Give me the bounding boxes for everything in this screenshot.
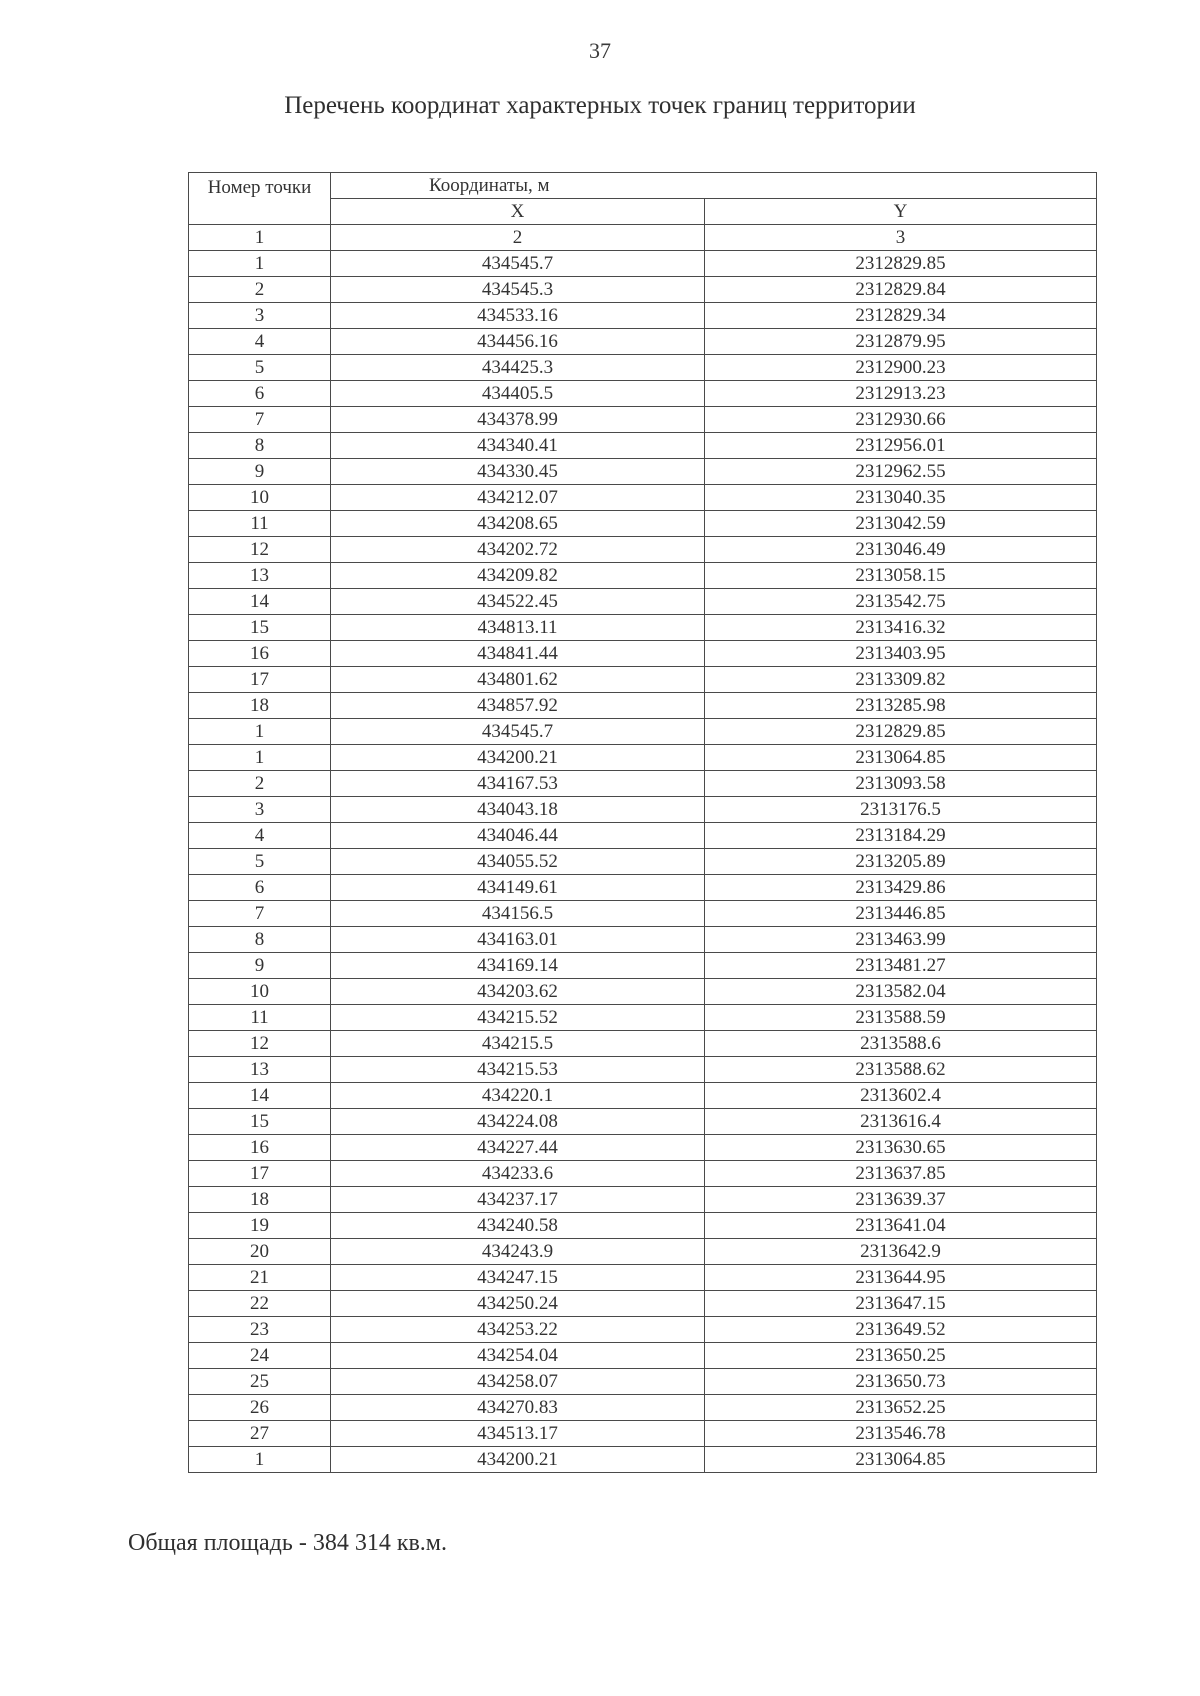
- x-coordinate-cell: 434046.44: [331, 823, 705, 849]
- y-coordinate-cell: 2313642.9: [705, 1239, 1097, 1265]
- y-coordinate-cell: 2313652.25: [705, 1395, 1097, 1421]
- x-coordinate-cell: 434224.08: [331, 1109, 705, 1135]
- point-number-cell: 2: [189, 771, 331, 797]
- page-number: 37: [589, 38, 611, 63]
- table-row: [189, 849, 1097, 875]
- table-row: [189, 1343, 1097, 1369]
- point-number-cell: 27: [189, 1421, 331, 1447]
- point-number-cell: 21: [189, 1265, 331, 1291]
- point-number-cell: 18: [189, 693, 331, 719]
- y-coordinate-cell: 2313630.65: [705, 1135, 1097, 1161]
- x-coordinate-cell: 434247.15: [331, 1265, 705, 1291]
- x-coordinate-cell: 434253.22: [331, 1317, 705, 1343]
- point-number-cell: 16: [189, 641, 331, 667]
- table-row: [189, 1057, 1097, 1083]
- y-coordinate-cell: 2313040.35: [705, 485, 1097, 511]
- x-coordinate-cell: 434167.53: [331, 771, 705, 797]
- y-coordinate-cell: 2313184.29: [705, 823, 1097, 849]
- point-number-cell: 16: [189, 1135, 331, 1161]
- table-row: [189, 641, 1097, 667]
- y-coordinate-cell: 2313650.25: [705, 1343, 1097, 1369]
- header-x: X: [331, 199, 705, 225]
- point-number-cell: 9: [189, 953, 331, 979]
- y-coordinate-cell: 2313058.15: [705, 563, 1097, 589]
- x-coordinate-cell: 434055.52: [331, 849, 705, 875]
- y-coordinate-cell: 2313205.89: [705, 849, 1097, 875]
- point-number-cell: 19: [189, 1213, 331, 1239]
- point-number-cell: 13: [189, 563, 331, 589]
- y-coordinate-cell: 2313463.99: [705, 927, 1097, 953]
- y-coordinate-cell: 2312962.55: [705, 459, 1097, 485]
- point-number-cell: 1: [189, 719, 331, 745]
- point-number-cell: 2: [189, 277, 331, 303]
- table-row: [189, 1187, 1097, 1213]
- table-row: [189, 745, 1097, 771]
- x-coordinate-cell: 434043.18: [331, 797, 705, 823]
- header-coordinates: Координаты, м: [331, 173, 1097, 199]
- table-row: [189, 1005, 1097, 1031]
- table-row: [189, 927, 1097, 953]
- y-coordinate-cell: 2312829.85: [705, 251, 1097, 277]
- point-number-cell: 14: [189, 1083, 331, 1109]
- x-coordinate-cell: 434203.62: [331, 979, 705, 1005]
- x-coordinate-cell: 434220.1: [331, 1083, 705, 1109]
- x-coordinate-cell: 434250.24: [331, 1291, 705, 1317]
- point-number-cell: 7: [189, 901, 331, 927]
- table-row: [189, 329, 1097, 355]
- x-coordinate-cell: 434801.62: [331, 667, 705, 693]
- point-number-cell: 6: [189, 381, 331, 407]
- y-coordinate-cell: 2313650.73: [705, 1369, 1097, 1395]
- point-number-cell: 15: [189, 615, 331, 641]
- x-coordinate-cell: 434202.72: [331, 537, 705, 563]
- x-coordinate-cell: 434513.17: [331, 1421, 705, 1447]
- table-row: [189, 667, 1097, 693]
- x-coordinate-cell: 434233.6: [331, 1161, 705, 1187]
- y-coordinate-cell: 2313446.85: [705, 901, 1097, 927]
- point-number-cell: 13: [189, 1057, 331, 1083]
- y-coordinate-cell: 2313641.04: [705, 1213, 1097, 1239]
- table-row: [189, 355, 1097, 381]
- x-coordinate-cell: 434545.7: [331, 251, 705, 277]
- table-row: [189, 953, 1097, 979]
- table-row: [189, 693, 1097, 719]
- table-row: [189, 459, 1097, 485]
- x-coordinate-cell: 434163.01: [331, 927, 705, 953]
- point-number-cell: 11: [189, 511, 331, 537]
- point-number-cell: 14: [189, 589, 331, 615]
- y-coordinate-cell: 2313542.75: [705, 589, 1097, 615]
- y-coordinate-cell: 2313046.49: [705, 537, 1097, 563]
- point-number-cell: 20: [189, 1239, 331, 1265]
- point-number-cell: 26: [189, 1395, 331, 1421]
- x-coordinate-cell: 434200.21: [331, 745, 705, 771]
- y-coordinate-cell: 2313639.37: [705, 1187, 1097, 1213]
- x-coordinate-cell: 434340.41: [331, 433, 705, 459]
- point-number-cell: 11: [189, 1005, 331, 1031]
- point-number-cell: 9: [189, 459, 331, 485]
- point-number-cell: 4: [189, 329, 331, 355]
- x-coordinate-cell: 434456.16: [331, 329, 705, 355]
- point-number-cell: 1: [189, 251, 331, 277]
- table-row: [189, 1395, 1097, 1421]
- table-row: [189, 797, 1097, 823]
- column-number: 1: [189, 225, 331, 251]
- x-coordinate-cell: 434522.45: [331, 589, 705, 615]
- table-row: [189, 1161, 1097, 1187]
- table-row: [189, 1213, 1097, 1239]
- table-row: [189, 615, 1097, 641]
- x-coordinate-cell: 434149.61: [331, 875, 705, 901]
- y-coordinate-cell: 2312829.85: [705, 719, 1097, 745]
- table-row: [189, 901, 1097, 927]
- y-coordinate-cell: 2312829.34: [705, 303, 1097, 329]
- y-coordinate-cell: 2313093.58: [705, 771, 1097, 797]
- y-coordinate-cell: 2312930.66: [705, 407, 1097, 433]
- y-coordinate-cell: 2313649.52: [705, 1317, 1097, 1343]
- table-row: [189, 1421, 1097, 1447]
- table-row: [189, 979, 1097, 1005]
- coordinates-table: [188, 172, 1097, 1473]
- y-coordinate-cell: 2313176.5: [705, 797, 1097, 823]
- x-coordinate-cell: 434270.83: [331, 1395, 705, 1421]
- point-number-cell: 23: [189, 1317, 331, 1343]
- table-row: [189, 485, 1097, 511]
- y-coordinate-cell: 2313429.86: [705, 875, 1097, 901]
- y-coordinate-cell: 2313064.85: [705, 1447, 1097, 1473]
- point-number-cell: 1: [189, 1447, 331, 1473]
- x-coordinate-cell: 434243.9: [331, 1239, 705, 1265]
- y-coordinate-cell: 2313481.27: [705, 953, 1097, 979]
- x-coordinate-cell: 434405.5: [331, 381, 705, 407]
- table-row: [189, 823, 1097, 849]
- y-coordinate-cell: 2313647.15: [705, 1291, 1097, 1317]
- point-number-cell: 24: [189, 1343, 331, 1369]
- column-number-row: [189, 225, 1097, 251]
- x-coordinate-cell: 434330.45: [331, 459, 705, 485]
- point-number-cell: 17: [189, 667, 331, 693]
- table-row: [189, 511, 1097, 537]
- y-coordinate-cell: 2312829.84: [705, 277, 1097, 303]
- y-coordinate-cell: 2313064.85: [705, 745, 1097, 771]
- point-number-cell: 1: [189, 745, 331, 771]
- point-number-cell: 7: [189, 407, 331, 433]
- x-coordinate-cell: 434378.99: [331, 407, 705, 433]
- x-coordinate-cell: 434215.52: [331, 1005, 705, 1031]
- x-coordinate-cell: 434254.04: [331, 1343, 705, 1369]
- table-row: [189, 251, 1097, 277]
- table-row: [189, 407, 1097, 433]
- point-number-cell: 22: [189, 1291, 331, 1317]
- point-number-cell: 12: [189, 537, 331, 563]
- x-coordinate-cell: 434215.5: [331, 1031, 705, 1057]
- table-row: [189, 303, 1097, 329]
- x-coordinate-cell: 434857.92: [331, 693, 705, 719]
- point-number-cell: 25: [189, 1369, 331, 1395]
- x-coordinate-cell: 434240.58: [331, 1213, 705, 1239]
- point-number-cell: 8: [189, 927, 331, 953]
- x-coordinate-cell: 434208.65: [331, 511, 705, 537]
- point-number-cell: 10: [189, 485, 331, 511]
- x-coordinate-cell: 434200.21: [331, 1447, 705, 1473]
- point-number-cell: 5: [189, 849, 331, 875]
- table-row: [189, 433, 1097, 459]
- y-coordinate-cell: 2313644.95: [705, 1265, 1097, 1291]
- table-row: [189, 1265, 1097, 1291]
- table-header-row: [189, 173, 1097, 199]
- table-row: [189, 589, 1097, 615]
- y-coordinate-cell: 2313602.4: [705, 1083, 1097, 1109]
- table-row: [189, 771, 1097, 797]
- column-number: 2: [331, 225, 705, 251]
- point-number-cell: 3: [189, 303, 331, 329]
- x-coordinate-cell: 434237.17: [331, 1187, 705, 1213]
- point-number-cell: 12: [189, 1031, 331, 1057]
- x-coordinate-cell: 434545.7: [331, 719, 705, 745]
- y-coordinate-cell: 2313616.4: [705, 1109, 1097, 1135]
- point-number-cell: 4: [189, 823, 331, 849]
- point-number-cell: 18: [189, 1187, 331, 1213]
- header-point-number: Номер точки: [189, 173, 331, 225]
- point-number-cell: 8: [189, 433, 331, 459]
- point-number-cell: 17: [189, 1161, 331, 1187]
- total-area: Общая площадь - 384 314 кв.м.: [128, 1530, 447, 1556]
- x-coordinate-cell: 434533.16: [331, 303, 705, 329]
- table-row: [189, 381, 1097, 407]
- y-coordinate-cell: 2312879.95: [705, 329, 1097, 355]
- y-coordinate-cell: 2313285.98: [705, 693, 1097, 719]
- table-row: [189, 1239, 1097, 1265]
- table-row: [189, 537, 1097, 563]
- point-number-cell: 5: [189, 355, 331, 381]
- table-row: [189, 719, 1097, 745]
- table-row: [189, 875, 1097, 901]
- y-coordinate-cell: 2313042.59: [705, 511, 1097, 537]
- point-number-cell: 15: [189, 1109, 331, 1135]
- y-coordinate-cell: 2313588.62: [705, 1057, 1097, 1083]
- y-coordinate-cell: 2313416.32: [705, 615, 1097, 641]
- table-row: [189, 1031, 1097, 1057]
- table-row: [189, 1291, 1097, 1317]
- x-coordinate-cell: 434212.07: [331, 485, 705, 511]
- y-coordinate-cell: 2313582.04: [705, 979, 1097, 1005]
- x-coordinate-cell: 434841.44: [331, 641, 705, 667]
- table-row: [189, 1369, 1097, 1395]
- table-row: [189, 563, 1097, 589]
- x-coordinate-cell: 434813.11: [331, 615, 705, 641]
- point-number-cell: 6: [189, 875, 331, 901]
- y-coordinate-cell: 2313588.6: [705, 1031, 1097, 1057]
- y-coordinate-cell: 2313309.82: [705, 667, 1097, 693]
- x-coordinate-cell: 434227.44: [331, 1135, 705, 1161]
- table-row: [189, 1135, 1097, 1161]
- y-coordinate-cell: 2312900.23: [705, 355, 1097, 381]
- document-title: Перечень координат характерных точек границ территории: [284, 92, 916, 119]
- table-row: [189, 1109, 1097, 1135]
- y-coordinate-cell: 2313546.78: [705, 1421, 1097, 1447]
- y-coordinate-cell: 2313403.95: [705, 641, 1097, 667]
- y-coordinate-cell: 2312956.01: [705, 433, 1097, 459]
- y-coordinate-cell: 2313588.59: [705, 1005, 1097, 1031]
- x-coordinate-cell: 434545.3: [331, 277, 705, 303]
- y-coordinate-cell: 2313637.85: [705, 1161, 1097, 1187]
- x-coordinate-cell: 434156.5: [331, 901, 705, 927]
- point-number-cell: 3: [189, 797, 331, 823]
- x-coordinate-cell: 434215.53: [331, 1057, 705, 1083]
- x-coordinate-cell: 434169.14: [331, 953, 705, 979]
- header-y: Y: [705, 199, 1097, 225]
- column-number: 3: [705, 225, 1097, 251]
- table-row: [189, 1083, 1097, 1109]
- table-row: [189, 277, 1097, 303]
- table-row: [189, 1317, 1097, 1343]
- x-coordinate-cell: 434209.82: [331, 563, 705, 589]
- x-coordinate-cell: 434258.07: [331, 1369, 705, 1395]
- table-row: [189, 1447, 1097, 1473]
- point-number-cell: 10: [189, 979, 331, 1005]
- y-coordinate-cell: 2312913.23: [705, 381, 1097, 407]
- x-coordinate-cell: 434425.3: [331, 355, 705, 381]
